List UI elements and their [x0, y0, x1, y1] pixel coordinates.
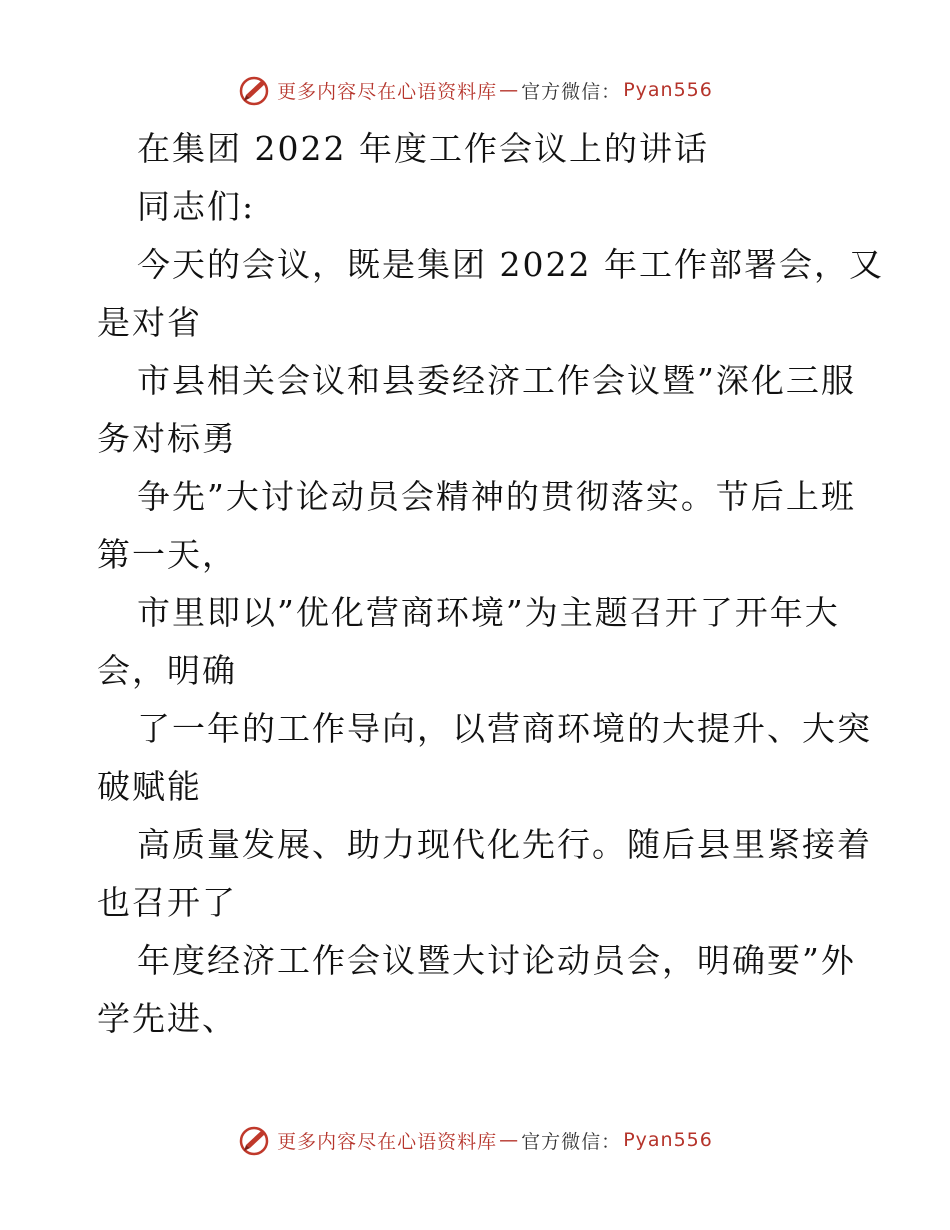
banner-wechat-label: 官方微信： — [521, 1130, 622, 1153]
paragraph-line: 今天的会议，既是集团 2022 年工作部署会，又 — [137, 245, 884, 284]
paragraph-line: 学先进、 — [97, 999, 237, 1038]
salutation: 同志们: — [137, 187, 256, 226]
banner-wechat-id: Pyan556 — [623, 1129, 713, 1151]
paragraph-line: 市里即以”优化营商环境”为主题召开了开年大 — [137, 593, 840, 632]
paragraph-line: 争先”大讨论动员会精神的贯彻落实。节后上班 — [137, 477, 856, 516]
document-title: 在集团 2022 年度工作会议上的讲话 — [137, 129, 709, 168]
paragraph-line: 了一年的工作导向，以营商环境的大提升、大突 — [137, 709, 872, 748]
banner-dash: — — [499, 79, 520, 101]
banner-site-text: 更多内容尽在心语资料库 — [277, 80, 498, 103]
paragraph-line: 会，明确 — [97, 651, 237, 690]
banner-wechat-label: 官方微信： — [521, 80, 622, 103]
paragraph-line: 也召开了 — [97, 883, 237, 922]
paragraph-line: 第一天， — [97, 535, 237, 574]
paragraph-line: 是对省 — [97, 303, 202, 342]
banner-site-text: 更多内容尽在心语资料库 — [277, 1130, 498, 1153]
footer-watermark-banner — [0, 1120, 950, 1160]
document-body — [97, 120, 884, 1048]
banner-wechat-id: Pyan556 — [623, 79, 713, 101]
pen-logo-icon — [237, 1123, 271, 1157]
paragraph-line: 市县相关会议和县委经济工作会议暨”深化三服 — [137, 361, 856, 400]
banner-dash: — — [499, 1129, 520, 1151]
header-watermark-banner — [0, 70, 950, 110]
paragraph-line: 高质量发展、助力现代化先行。随后县里紧接着 — [137, 825, 872, 864]
pen-logo-icon — [237, 73, 271, 107]
paragraph-line: 破赋能 — [97, 767, 202, 806]
paragraph-line: 年度经济工作会议暨大讨论动员会，明确要”外 — [137, 941, 856, 980]
paragraph-line: 务对标勇 — [97, 419, 237, 458]
